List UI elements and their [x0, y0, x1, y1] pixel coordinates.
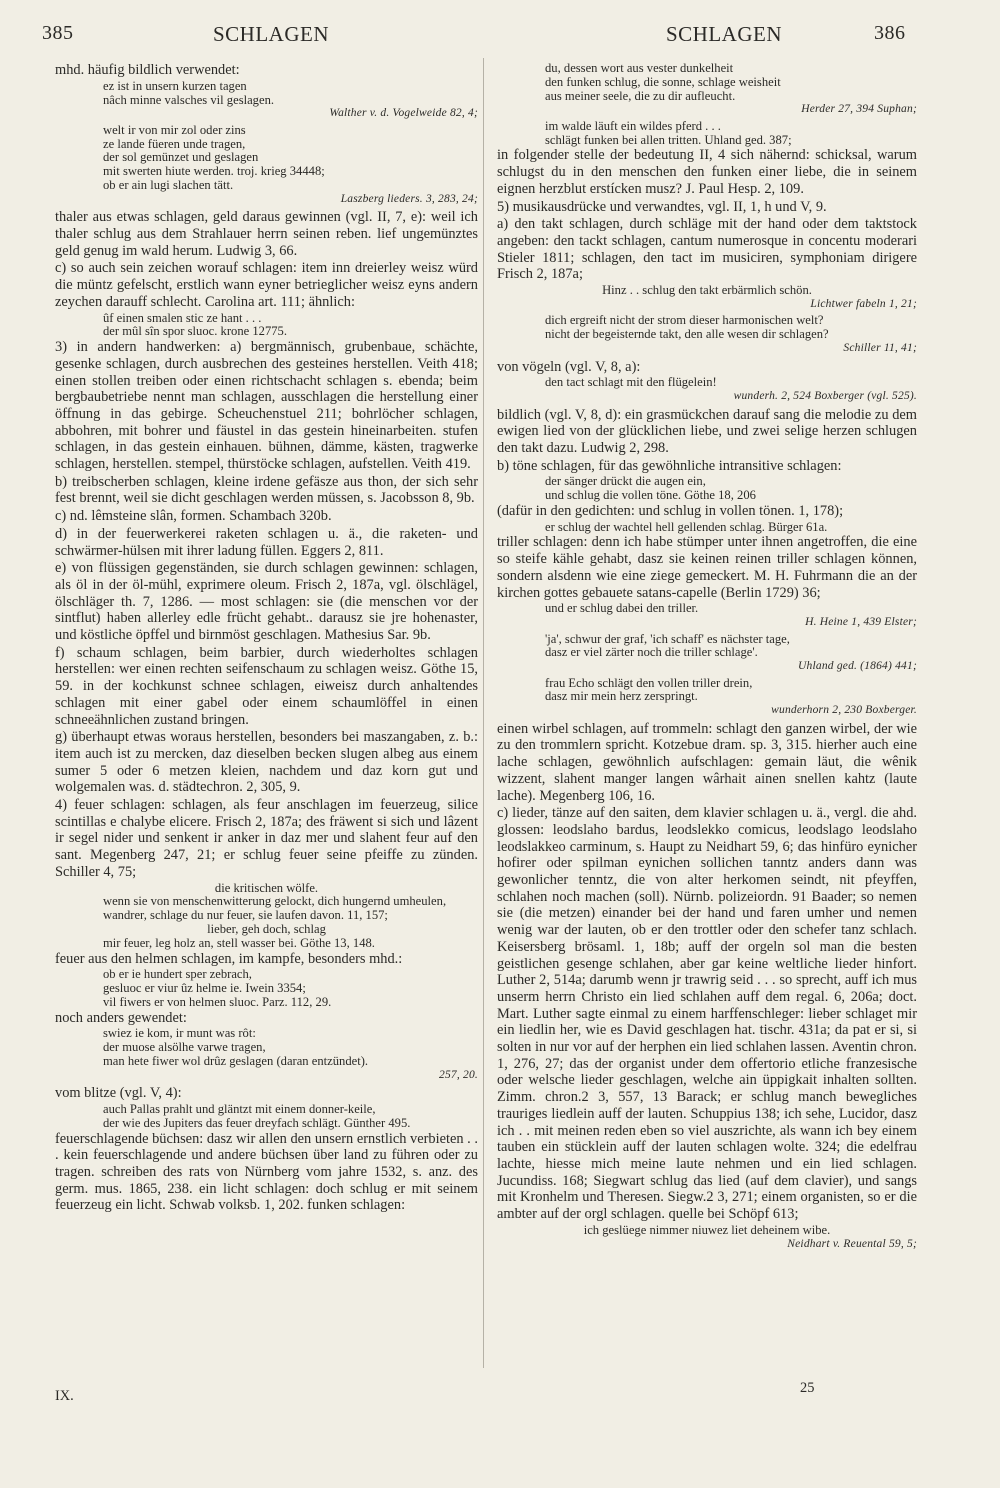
- quotation-line: 'ja', schwur der graf, 'ich schaff' es nächster tage,: [545, 631, 790, 646]
- quotation-line: wandrer, schlage du nur feuer, sie laufen davon. 11, 157;: [103, 908, 388, 923]
- signature-mark: IX.: [55, 1388, 74, 1404]
- source-citation: Uhland ged. (1864) 441;: [798, 660, 917, 673]
- column-divider: [483, 58, 484, 1368]
- entry-paragraph: 5) musikausdrücke und verwandtes, vgl. II, 1, h und V, 9.: [497, 198, 827, 215]
- quotation-line: im walde läuft ein wildes pferd . . .: [545, 118, 721, 133]
- quotation-line: nâch minne valsches vil geslagen.: [103, 92, 275, 107]
- left-column: [55, 62, 478, 1215]
- source-citation: H. Heine 1, 439 Elster;: [805, 616, 917, 629]
- entry-paragraph: a) den takt schlagen, durch schläge mit der hand oder dem taktstock angeben: den tackt schlagen, cantum numerosque in concentu moderari Stieler 1811; schlagen, den tact im musiciren, symphoniam dirigere Frisch 2, 187a;: [497, 216, 917, 283]
- quotation-line: der sol gemünzet und geslagen: [103, 150, 259, 165]
- entry-paragraph: bildlich (vgl. V, 8, d): ein grasmückchen darauf sang die melodie zu dem ewigen lied von der glücklichen liebe, und zwei selige herzen schlugen den takt dazu. Ludwig 2, 298.: [497, 406, 917, 456]
- quotation-line: der sänger drückt die augen ein,: [545, 474, 706, 489]
- source-citation: Schiller 11, 41;: [843, 342, 917, 354]
- right-running-title: SCHLAGEN: [666, 22, 783, 46]
- quotation-line: der muose alsölhe varwe tragen,: [103, 1040, 266, 1055]
- quotation-line: welt ir von mir zol oder zins: [103, 122, 246, 137]
- quotation-line: ob er ie hundert sper zebrach,: [103, 967, 252, 982]
- entry-paragraph: c) lieder, tänze auf den saiten, dem klavier schlagen u. ä., vergl. die ahd. glossen: leodslaho bardus, leodslekko comicus, leodslago leodslaho leodslakkeo carminum, s. Haupt zu Neidhart 59, 6; das hinfüro eynicher hofirer oder spilman eynichen sollichen tanntz anders dann was gewonlicher tenntz, die von alter herkomen seindt, nit pfeyffen, schlahen noch machen (soll). Nürnb. polizeiordn. 91 Baader; so nemen sie (die metzen) einander bei der hand und faren umher und nemen wenig war der lauten, ob er den trottler oder den schefer tanz schlach. Keisersberg brösaml. 1, 18b; auff der orgeln sol man die besten geistlichen gesenge schlahen, aber gar keine weltliche lieder hinfort. Luther 2, 514a; darumb wenn jr trawrig seid . . . so sprecht, auff ich mus unserm herrn Christo ein lied schlahen auff dem regal. 6, 206a; doct. Mart. Luther sagte einmal zu einem harffenschleger: lieber schlaget mir ein liedlin her, wie es David geschlagen hat. tischr. 431a; da pat er si, si solten in nur vor auf der herphen ein lied schlahen lassen. Aventin chron. 1, 276, 27; das der organist under dem offertorio etliche franzesische oder welsche lieder geschlagen, welche ain üppigkait inhalten sollten. Zimm. chron.2 3, 557, 13 Barack; er schlug manch bewegliches trauriges liedlein auff der lauten. Schuppius 138; ich sehe, Lucidor, dasz ich . . mit meinen reden eben so viel auszrichte, als wann ich bey einem tauben ein stücklein auff der lauten schlagen wolte. 324; die edelfrau lachte, hiesse mich meine laute nehmen und ein lied schlagen. Jucundiss. 168; Siegwart schlug das lied (auf dem clavier), und sangs mit Kronhelm und Theresen. Siegw.2 3, 271; einem organisten, so er die ambter auf der orgl schlagen. quelle bei Schöpf 613;: [497, 805, 917, 1223]
- entry-paragraph: c) nd. lêmsteine slân, formen. Schambach 320b.: [55, 508, 332, 525]
- source-citation: 257, 20.: [439, 1068, 478, 1081]
- source-citation: Walther v. d. Vogelweide 82, 4;: [329, 107, 478, 120]
- entry-paragraph: (dafür in den gedichten: und schlug in vollen tönen. 1, 178);: [497, 502, 844, 519]
- quotation-line: swiez ie kom, ir munt was rôt:: [103, 1026, 256, 1041]
- quotation-line: Hinz . . schlug den takt erbärmlich schön.: [602, 283, 812, 298]
- quotation-line: auch Pallas prahlt und gläntzt mit einem donner-keile,: [103, 1101, 376, 1116]
- source-citation: wunderhorn 2, 230 Boxberger.: [771, 704, 917, 717]
- entry-paragraph: mhd. häufig bildlich verwendet:: [55, 62, 240, 78]
- quotation-line: der wie des Jupiters das feuer dreyfach schlägt. Günther 495.: [103, 1115, 411, 1130]
- entry-paragraph: von vögeln (vgl. V, 8, a):: [497, 358, 641, 375]
- source-citation: Lichtwer fabeln 1, 21;: [810, 297, 917, 310]
- quotation-line: ob er ain lugi slachen tätt.: [103, 177, 234, 192]
- quotation-line: der mûl sîn spor sluoc. krone 12775.: [103, 324, 287, 339]
- entry-paragraph: b) treibscherben schlagen, kleine irdene gefäsze aus thon, der sich sehr fest brennt, weil sie dicht geschlagen werden müssen, s. Jacobsson 8, 9b.: [55, 473, 478, 507]
- quotation-line: nicht der begeisternde takt, den alle wesen dir schlagen?: [545, 327, 829, 342]
- left-page-number: 385: [42, 22, 74, 44]
- quotation-line: und schlug die vollen töne. Göthe 18, 206: [545, 488, 756, 503]
- right-page-number: 386: [874, 22, 906, 44]
- entry-paragraph: b) töne schlagen, für das gewöhnliche intransitive schlagen:: [497, 457, 842, 474]
- entry-paragraph: f) schaum schlagen, beim barbier, durch wiederholtes schlagen herstellen: wer einen rechten seifenschaum zu schlagen weisz. Göthe 15, 59. in der kochkunst schnee schlagen, eiweisz durch anhaltendes schlagen mit einer gabel oder einem schaumlöffel in einen schneeähnlichen zustand bringen.: [55, 644, 478, 728]
- left-running-title: SCHLAGEN: [213, 22, 330, 46]
- quotation-line: lieber, geh doch, schlag: [207, 921, 326, 936]
- quotation-line: mit swerten hiute werden. troj. krieg 34448;: [103, 164, 325, 179]
- quotation-line: und er schlug dabei den triller.: [545, 601, 699, 616]
- quotation-line: aus meiner seele, die zu dir aufleucht.: [545, 88, 736, 103]
- quotation-line: wenn sie von menschenwitterung gelockt, dich hungernd umheulen,: [103, 894, 447, 909]
- source-citation: wunderh. 2, 524 Boxberger (vgl. 525).: [733, 390, 917, 402]
- quotation-line: schlägt funken bei allen tritten. Uhland ged. 387;: [545, 132, 792, 147]
- sheet-number: 25: [800, 1380, 815, 1396]
- quotation-line: den tact schlagt mit den flügelein!: [545, 375, 717, 390]
- entry-paragraph: g) überhaupt etwas woraus herstellen, besonders bei maszangaben, z. b.: item auch ist zu mercken, daz dieselben becken slugen albeg aus einem sumer 5 oder 6 metzen kleien, nachdem und daz korn gut und wolgemalen was. d. städtechron. 2, 305, 9.: [55, 729, 478, 796]
- entry-paragraph: feuer aus den helmen schlagen, im kampfe, besonders mhd.:: [55, 950, 403, 967]
- entry-paragraph: e) von flüssigen gegenständen, sie durch schlagen gewinnen: schlagen, als öl in der öl-mühl, exprimere oleum. Frisch 2, 187a, vgl. ölschlägel, ölschläger th. 7, 1286. — most schlagen: sie (die menschen vor der sintflut) haben allerley edle frücht gehabt.. darausz sie jre hohenaster, und köstliche öpffel und birnmöst geschlagen. Mathesius Sar. 9b.: [55, 560, 478, 644]
- quotation-line: gesluoc er viur ûz helme ie. Iwein 3354;: [103, 981, 306, 996]
- quotation-line: du, dessen wort aus vester dunkelheit: [545, 61, 734, 75]
- quotation-line: den funken schlug, die sonne, schlage weisheit: [545, 74, 781, 89]
- entry-paragraph: noch anders gewendet:: [55, 1009, 187, 1026]
- right-column: [497, 62, 917, 1254]
- quotation-line: dasz mir mein herz zerspringt.: [545, 689, 698, 704]
- quotation-line: ze lande füeren unde tragen,: [103, 136, 246, 151]
- entry-paragraph: in folgender stelle der bedeutung II, 4 sich nähernd: schicksal, warum schlugst du in den menschen den funken einer liebe, die in seinem eignen herzblut erstícken musz? J. Paul Hesp. 2, 109.: [497, 147, 917, 197]
- quotation-line: ûf einen smalen stic ze hant . . .: [103, 310, 262, 325]
- quotation-line: frau Echo schlägt den vollen triller drein,: [545, 675, 753, 690]
- quotation-line: dasz er viel zärter noch die triller schlage'.: [545, 645, 758, 660]
- source-citation: Neidhart v. Reuental 59, 5;: [787, 1237, 917, 1250]
- quotation-line: ez ist in unsern kurzen tagen: [103, 78, 247, 93]
- entry-paragraph: c) so auch sein zeichen worauf schlagen: item inn dreierley weisz würd die müntz gefelscht, erstlich wann eyner betrieglicher weisz eyns andern zeychen darauff schlecht. Carolina art. 111; ähnlich:: [55, 260, 478, 310]
- entry-paragraph: d) in der feuerwerkerei raketen schlagen u. ä., die raketen- und schwärmer-hülsen mit ihrer ladung füllen. Eggers 2, 811.: [55, 525, 478, 559]
- quotation-line: ich geslüege nimmer niuwez liet deheinem wibe.: [583, 1222, 831, 1237]
- entry-paragraph: triller schlagen: denn ich habe stümper unter ihnen angetroffen, die eine so steife kähle gehabt, dasz sie keinen reinen triller schlagen können, sondern alsdenn wie eine ziege gemeckert. M. H. Fuhrmann die an der kirchen gottes gebauete satans-capelle (Berlin 1729) 36;: [497, 534, 917, 601]
- entry-paragraph: feuerschlagende büchsen: dasz wir allen den unsern ernstlich verbieten . . . kein feuerschlagende und andere büchsen über land zu führen oder zu tragen. schreiben des rats von Nürnberg vom jahre 1532, s. anz. des germ. mus. 1865, 238. ein licht schlagen: doch schlug er mit seinem feuerzeug ein licht. Schwab volksb. 1, 202. funken schlagen:: [55, 1130, 478, 1214]
- entry-paragraph: 3) in andern handwerken: a) bergmännisch, grubenbaue, schächte, gesenke schlagen, durch ausbrechen des gesteines herstellen. Veith 418; einen stollen treiben oder einen richtschacht schlagen s. ebenda; beim bergbaubetriebe nennt man schlagen, ausschlagen die herstellung einer öffnung in das gebirge. Scheuchenstuel 211; bohrlöcher schlagen, abbohren, mit bohrer und fäustel in das gestein hineinarbeiten. stufen schlagen, in das gestein einhauen. bühnen, dämme, kästen, tragwerke schlagen, herstellen. stempel, thürstöcke schlagen, aufstellen. Veith 419.: [55, 339, 478, 473]
- quotation-line: vil fiwers er von helmen sluoc. Parz. 112, 29.: [103, 994, 332, 1009]
- entry-paragraph: vom blitze (vgl. V, 4):: [55, 1085, 182, 1102]
- quotation-line: dich ergreift nicht der strom dieser harmonischen welt?: [545, 313, 824, 328]
- quotation-line: man hete fiwer wol drûz geslagen (daran entzündet).: [103, 1053, 369, 1068]
- quotation-line: er schlug der wachtel hell gellenden schlag. Bürger 61a.: [545, 519, 828, 534]
- entry-paragraph: thaler aus etwas schlagen, geld daraus gewinnen (vgl. II, 7, e): weil ich thaler schlug aus dem Strahlauer herrn seinen reben. lief ungemünztes geld genug im wald herum. Ludwig 3, 66.: [55, 209, 478, 259]
- entry-paragraph: 4) feuer schlagen: schlagen, als feur anschlagen im feuerzeug, silice scintillas e chalybe elicere. Frisch 2, 187a; des fräwent si sich und lâzent ir segel nider und senkent ir anker in daz mer und slahent feur auf den sant. Megenberg 247, 21; er schlug feuer seine pfeiffe zu zünden. Schiller 4, 75;: [55, 797, 478, 880]
- source-citation: Herder 27, 394 Suphan;: [801, 103, 917, 116]
- quotation-line: mir feuer, leg holz an, stell wasser bei. Göthe 13, 148.: [103, 935, 375, 950]
- source-citation: Laszberg lieders. 3, 283, 24;: [340, 192, 478, 205]
- quotation-line: die kritischen wölfe.: [214, 880, 319, 895]
- entry-paragraph: einen wirbel schlagen, auf trommeln: schlagt den ganzen wirbel, der wie zu den trommlern spricht. Kotzebue dram. sp. 3, 315. hierher auch eine lache schlagen, gewöhnlich aufschlagen: gemain läut, die wênik wizzent, slahent manger langen wârhait ainen snellen kahtz (laute lache). Megenberg 106, 16.: [497, 720, 917, 804]
